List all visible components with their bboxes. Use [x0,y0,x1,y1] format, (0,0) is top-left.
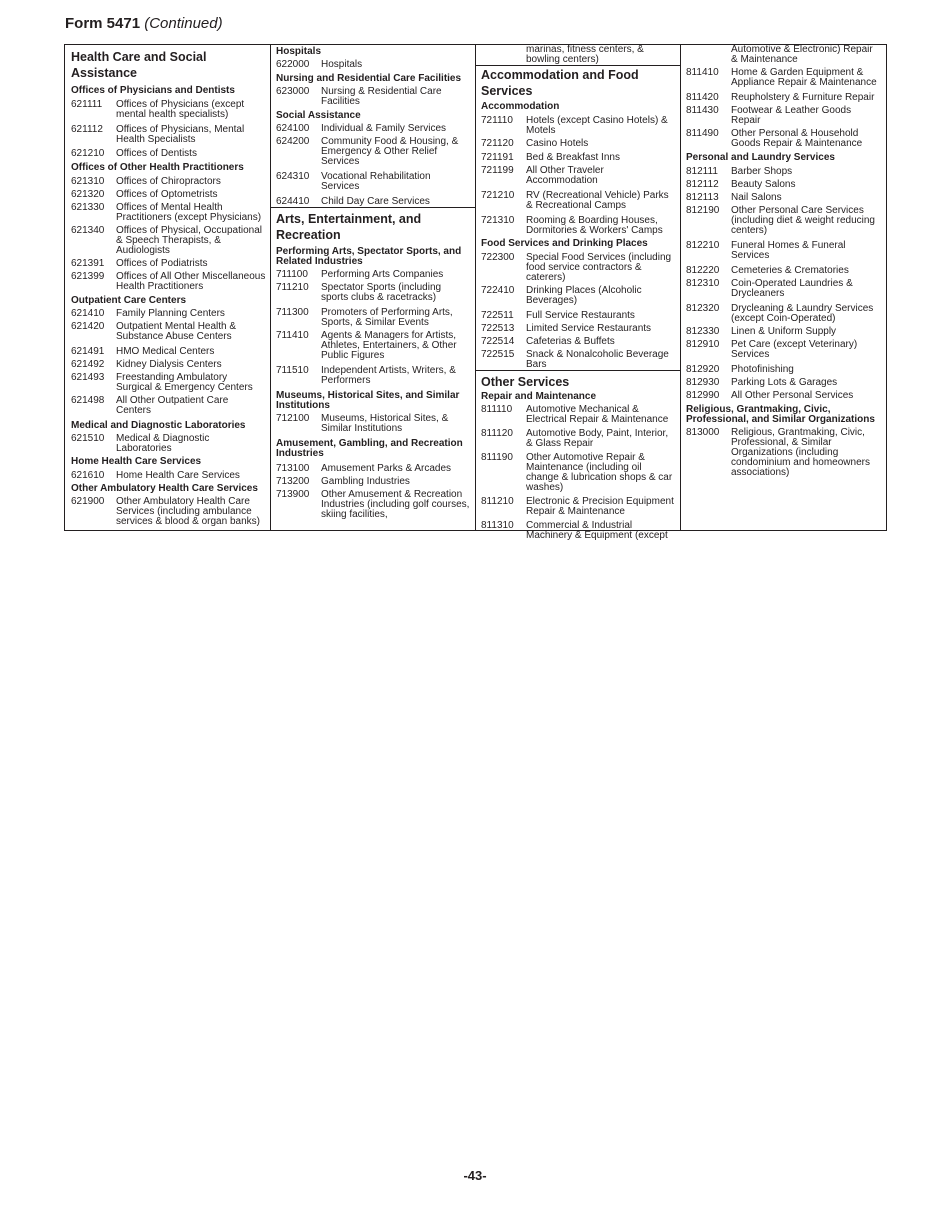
code-row [270,411,475,434]
activity-description: Nail Salons [731,192,782,203]
naics-code: 621492 [71,359,105,370]
naics-code: 621111 [71,99,103,110]
activity-description: Casino Hotels [526,138,589,149]
naics-code: 711410 [276,330,309,341]
activity-description: Cemeteries & Crematories [731,265,849,276]
activity-description: Full Service Restaurants [526,310,635,321]
naics-code: 812210 [686,240,720,251]
code-row [680,103,886,126]
activity-description: Offices of Podiatrists [116,258,208,269]
subsection-heading: Other Ambulatory Health Care Services [71,483,258,494]
naics-code: 713900 [276,489,310,500]
naics-code: 722513 [481,323,515,334]
naics-code: 812920 [686,364,720,375]
code-row [475,186,680,211]
naics-code: 621410 [71,308,105,319]
code-row [475,306,680,321]
code-row [65,269,270,292]
code-row [475,283,680,306]
code-row [65,357,270,370]
code-row [475,136,680,149]
code-row [65,467,270,481]
naics-code: 812330 [686,326,720,337]
form-number: Form 5471 [65,15,141,32]
code-row [680,236,886,261]
code-row [270,361,475,386]
naics-code: 811410 [686,67,719,78]
section-heading: Accommodation and Food Services [475,65,680,99]
code-row [475,402,680,425]
naics-code: 624100 [276,123,310,134]
code-row [680,45,886,65]
page-number: -43- [463,1168,487,1183]
naics-code: 624310 [276,171,310,182]
subsection-heading: Performing Arts, Spectator Sports, and Related Industries [276,246,462,267]
code-row [65,319,270,342]
code-row [680,88,886,103]
activity-description: Amusement Parks & Arcades [321,463,452,474]
activity-description: Footwear & Leather Goods Repair [731,105,852,126]
activity-description: RV (Recreational Vehicle) Parks & Recreational Camps [526,190,669,211]
code-row [65,431,270,454]
activity-description: Other Automotive Repair & Maintenance (including oil change & lubrication shops & car washes) [526,452,673,493]
activity-description: HMO Medical Centers [116,346,215,357]
naics-code: 623000 [276,86,310,97]
activity-description: Offices of Chiropractors [116,176,221,187]
activity-description: Religious, Grantmaking, Civic, Professional, & Similar Organizations (including condominium and homeowners associations) [731,427,870,478]
activity-description: Offices of Mental Health Practitioners (except Physicians) [116,202,262,223]
naics-code: 713100 [276,463,310,474]
activity-description: Offices of Physical, Occupational & Speech Therapists, & Audiologists [116,225,262,256]
activity-description: Barber Shops [731,166,793,177]
code-row [680,299,886,324]
naics-code: 711300 [276,307,309,318]
naics-code: 621320 [71,189,105,200]
code-row [270,303,475,328]
code-row [475,517,680,541]
activity-description: Other Amusement & Recreation Industries (including golf courses, skiing facilities, [321,489,470,520]
activity-description: Photofinishing [731,364,794,375]
activity-description: Community Food & Housing, & Emergency & Other Relief Services [321,136,459,167]
naics-code: 621510 [71,433,105,444]
code-row [680,375,886,388]
code-row [475,449,680,493]
activity-description: Gambling Industries [321,476,410,487]
subsection-heading: Medical and Diagnostic Laboratories [71,420,246,431]
subsection-heading: Offices of Other Health Practitioners [71,162,244,173]
naics-code: 811190 [481,452,513,463]
code-row [680,324,886,337]
code-row [65,256,270,269]
code-row [680,360,886,375]
activity-description: Special Food Services (including food service contractors & caterers) [526,252,672,283]
activity-description: Reupholstery & Furniture Repair [731,92,875,103]
naics-code: 624410 [276,196,310,207]
naics-code: 812111 [686,166,718,177]
form-title [65,15,223,32]
activity-description: All Other Traveler Accommodation [526,165,604,186]
activity-description: Offices of Physicians, Mental Health Specialists [116,124,245,145]
activity-description: Freestanding Ambulatory Surgical & Emergency Centers [116,372,253,393]
activity-description: Beauty Salons [731,179,796,190]
code-row [65,306,270,319]
continued-label: (Continued) [144,15,223,32]
code-row [680,126,886,149]
activity-description: Bed & Breakfast Inns [526,152,620,163]
code-row [270,459,475,474]
code-row [680,276,886,299]
activity-description: Parking Lots & Garages [731,377,838,388]
activity-description: Limited Service Restaurants [526,323,652,334]
activity-description: Drycleaning & Laundry Services (except Coin-Operated) [731,303,874,324]
activity-description: Home & Garden Equipment & Appliance Repair & Maintenance [731,67,877,88]
code-row [475,321,680,334]
subsection-heading: Hospitals [276,46,322,57]
code-row [680,65,886,88]
code-row [270,192,475,207]
code-row [475,112,680,136]
naics-code: 812112 [686,179,719,190]
subsection-heading: Personal and Laundry Services [686,152,835,163]
code-row [270,121,475,134]
naics-code: 812930 [686,377,720,388]
code-row [270,280,475,303]
code-row [65,187,270,200]
activity-description: Other Ambulatory Health Care Services (including ambulance services & blood & organ banks) [116,496,260,527]
code-row [270,328,475,361]
naics-code: 621310 [71,176,105,187]
naics-code: 812220 [686,265,720,276]
activity-description: Other Personal & Household Goods Repair & Maintenance [731,128,863,149]
naics-code: 621399 [71,271,105,282]
activity-description: Offices of Physicians (except mental health specialists) [116,99,245,120]
code-row [680,425,886,478]
code-row [65,120,270,145]
naics-code: 721120 [481,138,514,149]
naics-code: 721310 [481,215,515,226]
naics-code: 621330 [71,202,105,213]
code-row [65,223,270,256]
section-heading: Health Care and Social Assistance [71,50,207,80]
code-row [270,267,475,280]
naics-code: 621112 [71,124,103,135]
activity-description: Offices of Dentists [116,148,197,159]
activity-description: marinas, fitness centers, & bowling centers) [526,44,644,65]
table-column-1 [65,45,271,530]
activity-description: Cafeterias & Buffets [526,336,615,347]
naics-code: 812310 [686,278,720,289]
naics-code: 622000 [276,59,310,70]
naics-code: 621420 [71,321,105,332]
code-row [65,342,270,357]
code-row [270,57,475,70]
activity-description: Individual & Family Services [321,123,447,134]
naics-code: 721191 [481,152,514,163]
activity-description: Rooming & Boarding Houses, Dormitories & Workers' Camps [526,215,663,236]
code-row [65,173,270,187]
code-row [475,334,680,347]
naics-code: 621493 [71,372,105,383]
activity-description: Agents & Managers for Artists, Athletes, Entertainers, & Other Public Figures [321,330,457,361]
activity-description: Performing Arts Companies [321,269,444,280]
naics-code: 721199 [481,165,514,176]
naics-code: 722511 [481,310,514,321]
section-heading: Arts, Entertainment, and Recreation [270,207,475,243]
naics-code: 811210 [481,496,514,507]
activity-description: Electronic & Precision Equipment Repair & Maintenance [526,496,674,517]
naics-code: 812990 [686,390,720,401]
code-row [475,347,680,370]
activity-description: Other Personal Care Services (including diet & weight reducing centers) [731,205,875,236]
activity-description: All Other Personal Services [731,390,854,401]
code-row [475,149,680,163]
activity-description: Coin-Operated Laundries & Drycleaners [731,278,853,299]
activity-description: Pet Care (except Veterinary) Services [731,339,858,360]
subsection-heading: Social Assistance [276,110,361,121]
naics-code: 621491 [71,346,105,357]
naics-code: 722300 [481,252,515,263]
naics-code-table [64,44,887,541]
naics-code: 722410 [481,285,515,296]
naics-code: 711100 [276,269,308,280]
naics-code: 812320 [686,303,720,314]
code-row [680,203,886,236]
activity-description: Independent Artists, Writers, & Performers [321,365,456,386]
activity-description: Linen & Uniform Supply [731,326,837,337]
activity-description: Spectator Sports (including sports clubs & racetracks) [321,282,442,303]
naics-code: 811120 [481,428,513,439]
table-column-4 [680,45,886,530]
activity-description: Automotive Mechanical & Electrical Repair & Maintenance [526,404,669,425]
naics-code: 721210 [481,190,515,201]
activity-description: Drinking Places (Alcoholic Beverages) [526,285,642,306]
subsection-heading: Amusement, Gambling, and Recreation Industries [276,438,463,459]
activity-description: Vocational Rehabilitation Services [321,171,431,192]
activity-description: All Other Outpatient Care Centers [116,395,229,416]
activity-description: Funeral Homes & Funeral Services [731,240,846,261]
subsection-heading: Offices of Physicians and Dentists [71,85,235,96]
naics-code: 621900 [71,496,105,507]
naics-code: 721110 [481,115,513,126]
naics-code: 812910 [686,339,720,350]
activity-description: Home Health Care Services [116,470,240,481]
code-row [680,261,886,276]
code-row [680,177,886,190]
naics-code: 811310 [481,520,514,531]
subsection-heading: Outpatient Care Centers [71,295,187,306]
code-row [475,163,680,186]
activity-description: Outpatient Mental Health & Substance Abuse Centers [116,321,237,342]
code-row [65,200,270,223]
code-row [65,494,270,527]
code-row [680,163,886,177]
naics-code: 811110 [481,404,513,415]
activity-description: Family Planning Centers [116,308,225,319]
code-row [475,211,680,236]
naics-code: 624200 [276,136,310,147]
code-row [475,45,680,65]
subsection-heading: Religious, Grantmaking, Civic, Professional, and Similar Organizations [686,404,875,425]
code-row [270,474,475,487]
activity-description: Commercial & Industrial Machinery & Equipment (except [526,520,668,541]
section-heading: Other Services [475,370,680,390]
activity-description: Medical & Diagnostic Laboratories [116,433,210,454]
naics-code: 621391 [71,258,105,269]
subsection-heading: Food Services and Drinking Places [481,238,648,249]
subsection-heading: Home Health Care Services [71,456,202,467]
activity-description: Nursing & Residential Care Facilities [321,86,442,107]
activity-description: Snack & Nonalcoholic Beverage Bars [526,349,669,370]
naics-code: 812190 [686,205,720,216]
activity-description: Museums, Historical Sites, & Similar Institutions [321,413,449,434]
naics-code: 812113 [686,192,719,203]
code-row [65,393,270,416]
code-row [680,190,886,203]
naics-code: 813000 [686,427,720,438]
activity-description: Automotive & Electronic) Repair & Maintenance [731,44,873,65]
code-row [65,145,270,159]
naics-code: 811490 [686,128,719,139]
subsection-heading: Accommodation [481,101,560,112]
naics-code: 711210 [276,282,309,293]
activity-description: Automotive Body, Paint, Interior, & Glass Repair [526,428,669,449]
code-row [65,370,270,393]
naics-code: 811430 [686,105,719,116]
activity-description: Offices of All Other Miscellaneous Health Practitioners [116,271,266,292]
code-row [270,167,475,192]
naics-code: 621210 [71,148,105,159]
code-row [65,96,270,120]
code-row [475,425,680,449]
code-row [680,388,886,401]
naics-code: 711510 [276,365,309,376]
table-column-3 [475,44,681,541]
activity-description: Hospitals [321,59,363,70]
naics-code: 621610 [71,470,105,481]
naics-code: 712100 [276,413,310,424]
subsection-heading: Repair and Maintenance [481,391,597,402]
activity-description: Offices of Optometrists [116,189,218,200]
naics-code: 621498 [71,395,105,406]
code-row [270,134,475,167]
code-row [270,84,475,107]
code-row [475,249,680,283]
naics-code: 722515 [481,349,515,360]
activity-description: Kidney Dialysis Centers [116,359,222,370]
code-row [270,487,475,520]
subsection-heading: Museums, Historical Sites, and Similar Institutions [276,390,460,411]
table-column-2 [270,45,476,530]
code-row [475,493,680,517]
naics-code: 713200 [276,476,310,487]
naics-code: 811420 [686,92,719,103]
activity-description: Promoters of Performing Arts, Sports, & Similar Events [321,307,453,328]
activity-description: Hotels (except Casino Hotels) & Motels [526,115,668,136]
activity-description: Child Day Care Services [321,196,430,207]
naics-code: 621340 [71,225,105,236]
naics-code: 722514 [481,336,515,347]
code-row [680,337,886,360]
subsection-heading: Nursing and Residential Care Facilities [276,73,462,84]
